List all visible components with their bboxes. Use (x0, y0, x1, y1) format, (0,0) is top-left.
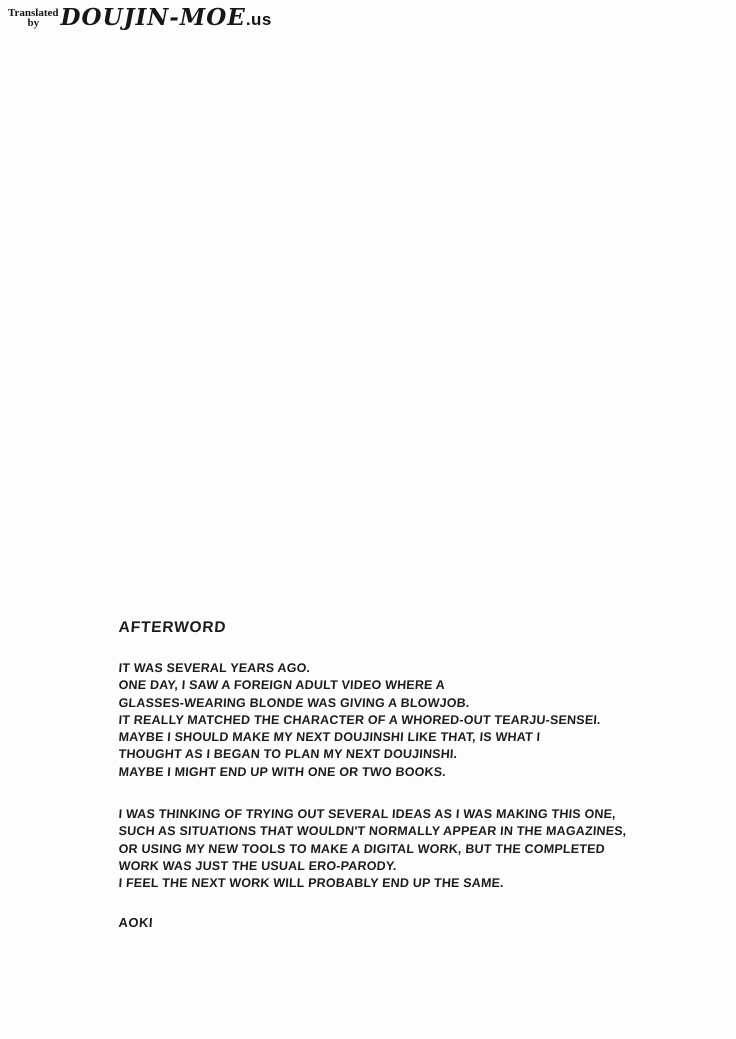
paragraph1-line: ONE DAY, I SAW A FOREIGN ADULT VIDEO WHERE A (118, 678, 446, 693)
paragraph1-line: IT REALLY MATCHED THE CHARACTER OF A WHORED-OUT TEARJU-SENSEI. (118, 712, 602, 727)
paragraph2-line: SUCH AS SITUATIONS THAT WOULDN'T NORMALLY APPEAR IN THE MAGAZINES, (118, 824, 627, 839)
paragraph1-line: MAYBE I SHOULD MAKE MY NEXT DOUJINSHI LIKE THAT, IS WHAT I (118, 730, 541, 745)
paragraph1-line: GLASSES-WEARING BLONDE WAS GIVING A BLOWJOB. (118, 695, 471, 710)
paragraph2-line: I FEEL THE NEXT WORK WILL PROBABLY END UP THE SAME. (118, 876, 505, 891)
paragraph1-line: MAYBE I MIGHT END UP WITH ONE OR TWO BOOKS. (118, 764, 447, 779)
translated-by-line1: Translated (8, 7, 59, 19)
translated-by-line2: by (27, 17, 40, 29)
paragraph2-line: WORK WAS JUST THE USUAL ERO-PARODY. (118, 858, 398, 873)
author-signature: AOKI (118, 915, 154, 930)
afterword-paragraph-1 (118, 660, 600, 781)
logo-main-text: DOUJIN-MOE (60, 4, 246, 31)
doujin-moe-logo (61, 4, 272, 31)
afterword-paragraph-2 (118, 806, 626, 892)
paragraph2-line: I WAS THINKING OF TRYING OUT SEVERAL IDEAS AS I WAS MAKING THIS ONE, (118, 807, 617, 821)
paragraph1-line: IT WAS SEVERAL YEARS AGO. (118, 661, 311, 675)
translator-watermark (8, 4, 272, 31)
translated-by-label (8, 4, 59, 28)
logo-suffix-text: .us (245, 10, 272, 29)
afterword-heading: AFTERWORD (118, 619, 227, 636)
paragraph1-line: THOUGHT AS I BEGAN TO PLAN MY NEXT DOUJINSHI. (118, 747, 458, 762)
paragraph2-line: OR USING MY NEW TOOLS TO MAKE A DIGITAL WORK, BUT THE COMPLETED (118, 841, 606, 856)
